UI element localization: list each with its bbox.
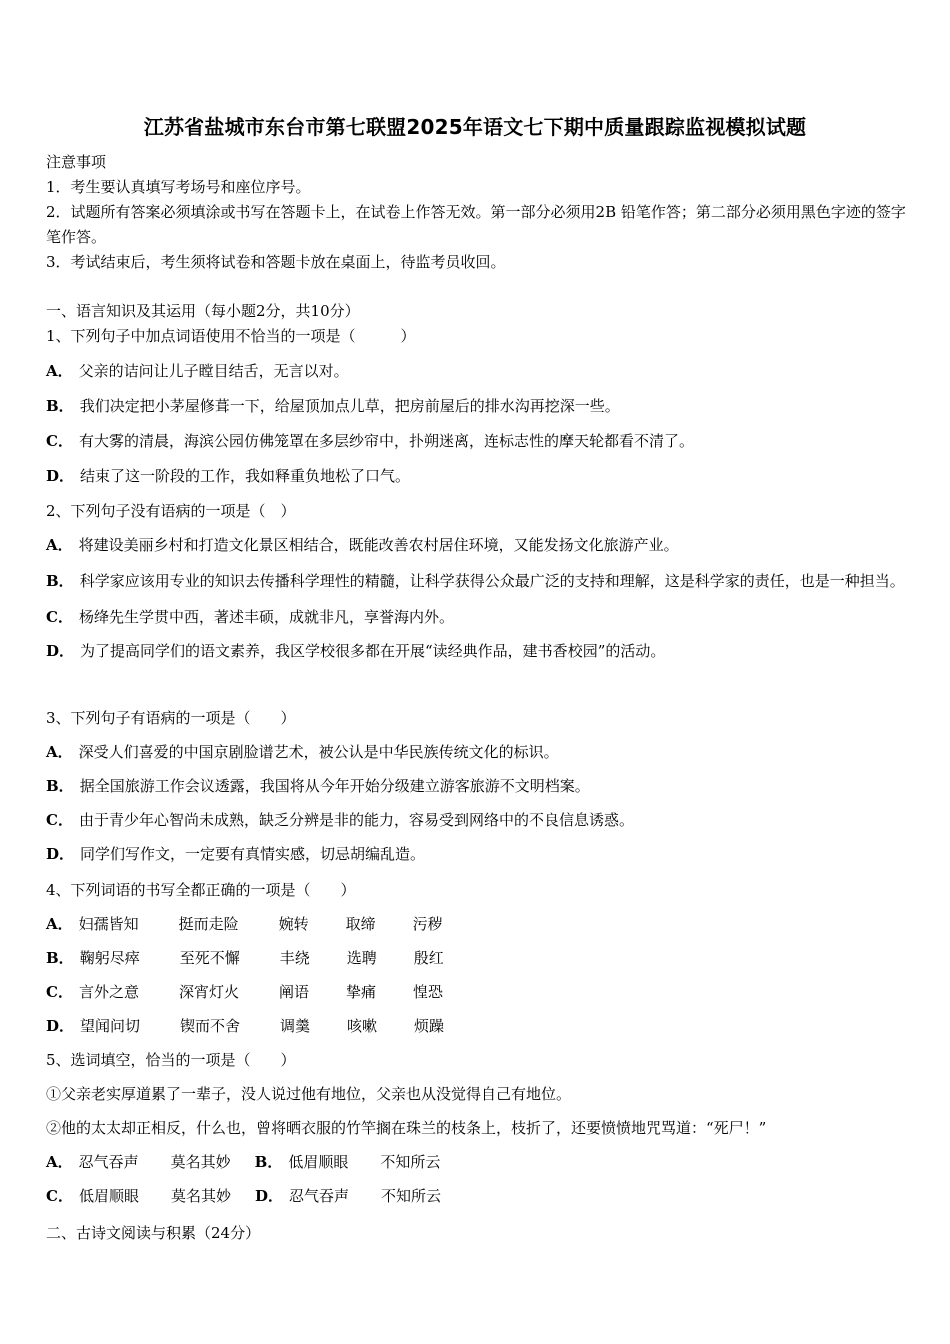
option-text: 据全国旅游工作会议透露，我国将从今年开始分级建立游客旅游不文明档案。 xyxy=(79,777,590,795)
option-text: 有大雾的清晨，海滨公园仿佛笼罩在多层纱帘中，扑朔迷离，连标志性的摩天轮都看不清了。 xyxy=(78,432,694,450)
word: 莫名其妙 xyxy=(170,1153,231,1171)
option-label: A． xyxy=(46,536,73,554)
option-label: D． xyxy=(46,467,75,485)
option-a xyxy=(46,528,908,562)
option-label: B． xyxy=(46,572,74,590)
word: 莫名其妙 xyxy=(170,1187,231,1205)
notice-item: 2．试题所有答案必须填涂或书写在答题卡上，在试卷上作答无效。第一部分必须用2B 铅笔作答；第二部分必须用黑色字迹的签字笔作答。 xyxy=(46,203,906,246)
passage-line: ②他的太太却正相反，什么也，曾将晒衣服的竹竿搁在珠兰的枝条上，枝折了，还要愤愤地咒骂道：“死尸！” xyxy=(46,1119,767,1137)
option-label: A． xyxy=(46,915,73,933)
word: 深宵灯火 xyxy=(178,983,239,1001)
question-stem: 4、下列词语的书写全都正确的一项是（ ） xyxy=(46,881,356,899)
word: 污秽 xyxy=(412,915,443,933)
option-c xyxy=(46,803,908,837)
notice-item: 3．考试结束后，考生须将试卷和答题卡放在桌面上，待监考员收回。 xyxy=(46,253,506,271)
word: 妇孺皆知 xyxy=(78,915,139,933)
option-label: B． xyxy=(46,777,74,795)
word: 婉转 xyxy=(278,915,309,933)
option-text: 杨绛先生学贯中西，著述丰硕，成就非凡，享誉海内外。 xyxy=(78,608,454,626)
question-stem: 3、下列句子有语病的一项是（ ） xyxy=(46,709,296,727)
option-label: C． xyxy=(46,608,73,626)
question-stem: 2、下列句子没有语病的一项是（ ） xyxy=(46,502,296,520)
word: 忍气吞声 xyxy=(288,1187,349,1205)
option-label: D． xyxy=(46,642,75,660)
option-label: D． xyxy=(254,1187,283,1205)
option-d xyxy=(46,634,908,668)
option-label: A． xyxy=(46,743,73,761)
option-d xyxy=(46,459,908,493)
word: 忍气吞声 xyxy=(78,1153,139,1171)
word: 锲而不舍 xyxy=(180,1017,241,1035)
word: 阐语 xyxy=(278,983,309,1001)
option-c xyxy=(46,600,908,634)
word: 至死不懈 xyxy=(179,949,240,967)
word: 取缔 xyxy=(345,915,376,933)
notice-item: 1．考生要认真填写考场号和座位序号。 xyxy=(46,178,311,196)
option-d xyxy=(46,1009,908,1043)
option-b xyxy=(46,562,908,600)
option-text: 同学们写作文，一定要有真情实感，切忌胡编乱造。 xyxy=(80,845,426,863)
option-label: D． xyxy=(46,845,75,863)
option-text: 深受人们喜爱的中国京剧脸谱艺术，被公认是中华民族传统文化的标识。 xyxy=(78,743,559,761)
option-a xyxy=(46,354,908,388)
question-5 xyxy=(46,1043,908,1213)
option-label: A． xyxy=(46,362,73,380)
option-text: 父亲的诘问让儿子瞠目结舌，无言以对。 xyxy=(78,362,349,380)
option-label: A． xyxy=(46,1153,73,1171)
word: 望闻问切 xyxy=(80,1017,141,1035)
section-heading-2: 二、古诗文阅读与积累（24分） xyxy=(46,1224,261,1242)
question-2 xyxy=(46,494,908,668)
option-label: B． xyxy=(254,1153,283,1171)
option-text: 结束了这一阶段的工作，我如释重负地松了口气。 xyxy=(80,467,411,485)
notice-block xyxy=(46,150,908,275)
word: 低眉顺眼 xyxy=(78,1187,139,1205)
word: 挺而走险 xyxy=(178,915,239,933)
passage-line: ①父亲老实厚道累了一辈子，没人说过他有地位，父亲也从没觉得自己有地位。 xyxy=(46,1085,572,1103)
question-stem: 1、下列句子中加点词语使用不恰当的一项是（ ） xyxy=(46,327,416,345)
word: 殷红 xyxy=(413,949,444,967)
option-label: C． xyxy=(46,811,73,829)
question-stem: 5、选词填空，恰当的一项是（ ） xyxy=(46,1051,296,1069)
section-heading-1: 一、语言知识及其运用（每小题2分，共10分） xyxy=(46,302,360,320)
word: 不知所云 xyxy=(380,1187,441,1205)
option-label: B． xyxy=(46,397,74,415)
word: 言外之意 xyxy=(78,983,139,1001)
word: 烦躁 xyxy=(414,1017,445,1035)
option-label: C． xyxy=(46,1187,73,1205)
option-text: 我们决定把小茅屋修葺一下，给屋顶加点儿草，把房前屋后的排水沟再挖深一些。 xyxy=(79,397,620,415)
question-3 xyxy=(46,701,908,871)
word: 挚痛 xyxy=(345,983,376,1001)
option-text: 为了提高同学们的语文素养，我区学校很多都在开展“读经典作品，建书香校园”的活动。 xyxy=(80,642,666,660)
option-text: 由于青少年心智尚未成熟，缺乏分辨是非的能力，容易受到网络中的不良信息诱惑。 xyxy=(78,811,634,829)
word: 鞠躬尽瘁 xyxy=(79,949,140,967)
word: 选聘 xyxy=(346,949,377,967)
word: 调羹 xyxy=(280,1017,311,1035)
option-row-cd xyxy=(46,1179,908,1213)
option-text: 将建设美丽乡村和打造文化景区相结合，既能改善农村居住环境，又能发扬文化旅游产业。 xyxy=(78,536,679,554)
option-row-ab xyxy=(46,1145,908,1179)
option-text: 科学家应该用专业的知识去传播科学理性的精髓，让科学获得公众最广泛的支持和理解，这是科学家的责任，也是一种担当。 xyxy=(79,572,905,590)
option-b xyxy=(46,389,908,423)
option-label: C． xyxy=(46,432,73,450)
word: 惶恐 xyxy=(412,983,443,1001)
option-d xyxy=(46,837,908,871)
question-4 xyxy=(46,873,908,1043)
option-b xyxy=(46,769,908,803)
word: 低眉顺眼 xyxy=(288,1153,349,1171)
word: 咳嗽 xyxy=(347,1017,378,1035)
option-label: C． xyxy=(46,983,73,1001)
question-1 xyxy=(46,319,908,493)
option-c xyxy=(46,975,908,1009)
option-a xyxy=(46,907,908,941)
notice-heading: 注意事项 xyxy=(46,153,107,171)
option-b xyxy=(46,941,908,975)
option-label: B． xyxy=(46,949,74,967)
page-title: 江苏省盐城市东台市第七联盟2025年语文七下期中质量跟踪监视模拟试题 xyxy=(143,115,807,139)
option-a xyxy=(46,735,908,769)
word: 丰绕 xyxy=(279,949,310,967)
option-label: D． xyxy=(46,1017,75,1035)
word: 不知所云 xyxy=(380,1153,441,1171)
option-c xyxy=(46,424,908,458)
